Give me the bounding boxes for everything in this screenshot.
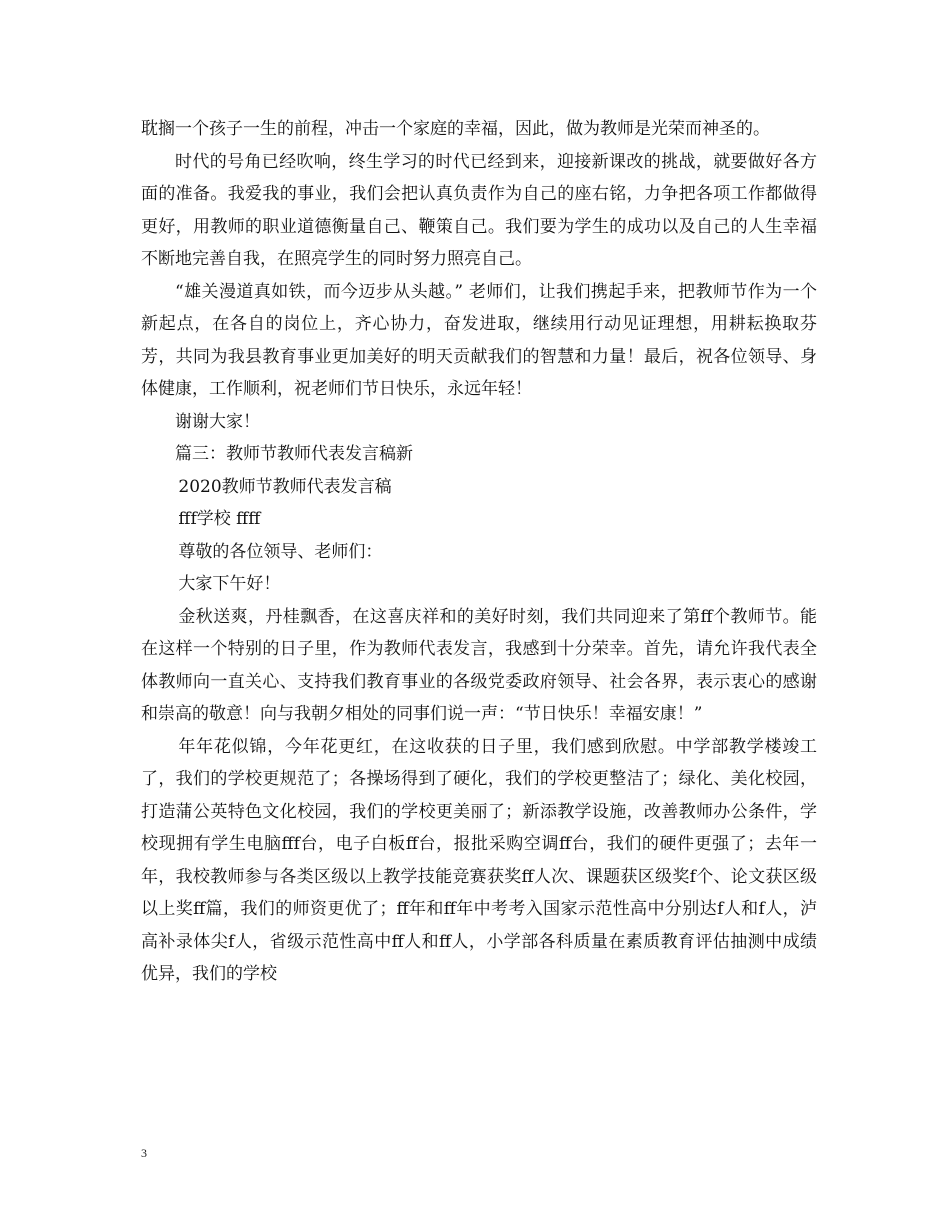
speech-title: 2020教师节教师代表发言稿 bbox=[178, 476, 392, 497]
page-number: 3 bbox=[141, 1146, 147, 1160]
paragraph-achievements: 年年花似锦，今年花更红，在这收获的日子里，我们感到欣慰。中学部教学楼竣工了，我们的学校更规范了；各操场得到了硬化，我们的学校更整洁了；绿化、美化校园，打造蒲公英特色文化校园，我们的学校更美丽了；新添教学设施，改善教师办公条件，学校现拥有学生电脑fff台，电子白板ff台，报批采购空调ff台，我们的硬件更强了；去年一年，我校教师参与各类区级以上教学技能竞赛获奖ff人次、课题获区级奖f个、论文获区级以上奖ff篇，我们的师资更优了；ff年和ff年中考考入国家示范性高中分别达f人和f人，泸高补录体尖f人，省级示范性高中ff人和ff人，小学部各科质量在素质教育评估抽测中成绩优异，我们的学校 bbox=[141, 736, 817, 984]
paragraph-autumn: 金秋送爽，丹桂飘香，在这喜庆祥和的美好时刻，我们共同迎来了第ff个教师节。能在这样一个特别的日子里，作为教师代表发言，我感到十分荣幸。首先，请允许我代表全体教师向一直关心、支持我们教育事业的各级党委政府领导、社会各界，表示衷心的感谢和崇高的敬意！向与我朝夕相处的同事们说一声：“节日快乐！幸福安康！” bbox=[141, 606, 817, 724]
section-heading: 篇三：教师节教师代表发言稿新 bbox=[175, 444, 413, 464]
paragraph-new-curriculum: 时代的号角已经吹响，终生学习的时代已经到来，迎接新课改的挑战，就要做好各方面的准备。我爱我的事业，我们会把认真负责作为自己的座右铭，力争把各项工作都做得更好，用教师的职业道德衡量自己、鞭策自己。我们要为学生的成功以及自己的人生幸福不断地完善自我，在照亮学生的同时努力照亮自己。 bbox=[141, 151, 817, 269]
paragraph-continuation: 耽搁一个孩子一生的前程，冲击一个家庭的幸福，因此，做为教师是光荣而神圣的。 bbox=[141, 119, 770, 139]
document-body bbox=[141, 113, 817, 991]
paragraph-thanks: 谢谢大家！ bbox=[175, 411, 260, 432]
school-name: fff学校 ffff bbox=[178, 509, 261, 529]
salutation: 尊敬的各位领导、老师们： bbox=[178, 541, 383, 562]
greeting: 大家下午好！ bbox=[178, 574, 281, 594]
paragraph-closing-wishes: “雄关漫道真如铁，而今迈步从头越。” 老师们，让我们携起手来，把教师节作为一个新起点，在各自的岗位上，齐心协力，奋发进取，继续用行动见证理想，用耕耘换取芬芳，共同为我县教育事业更加美好的明天贡献我们的智慧和力量！最后，祝各位领导、身体健康，工作顺利，祝老师们节日快乐，永远年轻！ bbox=[141, 281, 817, 399]
